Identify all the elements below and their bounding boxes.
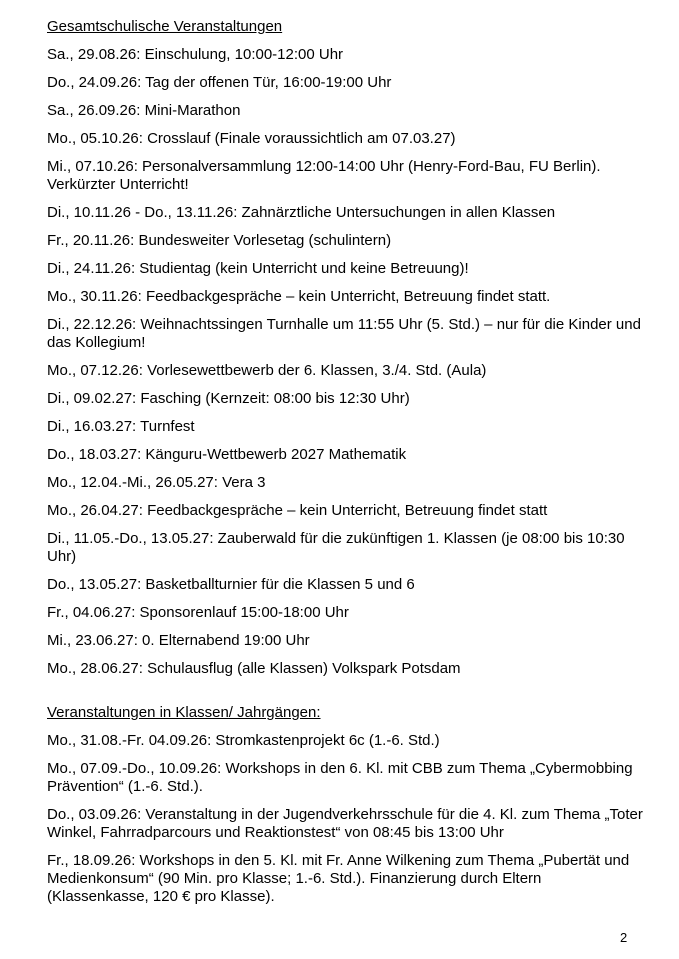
- event-entry: Mo., 30.11.26: Feedbackgespräche – kein Unterricht, Betreuung findet statt.: [47, 288, 551, 305]
- event-entry: Di., 11.05.-Do., 13.05.27: Zauberwald für die zukünftigen 1. Klassen (je 08:00 bis 10:30 Uhr): [47, 530, 625, 565]
- event-entry: Do., 18.03.27: Känguru-Wettbewerb 2027 Mathematik: [47, 446, 407, 463]
- document-page: [47, 18, 647, 916]
- event-entry: Mi., 23.06.27: 0. Elternabend 19:00 Uhr: [47, 632, 310, 649]
- event-entry: Mo., 26.04.27: Feedbackgespräche – kein Unterricht, Betreuung findet statt: [47, 502, 548, 519]
- event-entry: Mi., 07.10.26: Personalversammlung 12:00-14:00 Uhr (Henry-Ford-Bau, FU Berlin). Verkürzter Unterricht!: [47, 158, 601, 193]
- event-entry: Mo., 28.06.27: Schulausflug (alle Klassen) Volkspark Potsdam: [47, 660, 461, 677]
- event-entry: Di., 10.11.26 - Do., 13.11.26: Zahnärztliche Untersuchungen in allen Klassen: [47, 204, 556, 221]
- section-heading-school-events: Gesamtschulische Veranstaltungen: [47, 18, 283, 35]
- class-event-entry: Fr., 18.09.26: Workshops in den 5. Kl. mit Fr. Anne Wilkening zum Thema „Pubertät und Medienkonsum“ (90 Min. pro Klasse; 1.-6. Std.). Finanzierung durch Eltern (Klassenkasse, 120 € pro Klasse).: [47, 852, 630, 905]
- event-entry: Sa., 29.08.26: Einschulung, 10:00-12:00 Uhr: [47, 46, 344, 63]
- event-entry: Do., 13.05.27: Basketballturnier für die Klassen 5 und 6: [47, 576, 415, 593]
- event-entry: Fr., 20.11.26: Bundesweiter Vorlesetag (schulintern): [47, 232, 392, 249]
- class-event-entry: Do., 03.09.26: Veranstaltung in der Jugendverkehrsschule für die 4. Kl. zum Thema „Toter Winkel, Fahrradparcours und Reaktionstest“ von 08:45 bis 13:00 Uhr: [47, 806, 643, 841]
- event-entry: Sa., 26.09.26: Mini-Marathon: [47, 102, 241, 119]
- page-number: 2: [620, 930, 628, 945]
- event-entry: Di., 09.02.27: Fasching (Kernzeit: 08:00 bis 12:30 Uhr): [47, 390, 410, 407]
- event-entry: Fr., 04.06.27: Sponsorenlauf 15:00-18:00 Uhr: [47, 604, 349, 621]
- event-entry: Di., 22.12.26: Weihnachtssingen Turnhalle um 11:55 Uhr (5. Std.) – nur für die Kinder und das Kollegium!: [47, 316, 641, 351]
- event-entry: Di., 24.11.26: Studientag (kein Unterricht und keine Betreuung)!: [47, 260, 469, 277]
- event-entry: Di., 16.03.27: Turnfest: [47, 418, 195, 435]
- class-event-entry: Mo., 07.09.-Do., 10.09.26: Workshops in den 6. Kl. mit CBB zum Thema „Cybermobbing Prävention“ (1.-6. Std.).: [47, 760, 633, 795]
- event-entry: Do., 24.09.26: Tag der offenen Tür, 16:00-19:00 Uhr: [47, 74, 392, 91]
- event-entry: Mo., 12.04.-Mi., 26.05.27: Vera 3: [47, 474, 266, 491]
- event-entry: Mo., 07.12.26: Vorlesewettbewerb der 6. Klassen, 3./4. Std. (Aula): [47, 362, 487, 379]
- class-event-entry: Mo., 31.08.-Fr. 04.09.26: Stromkastenprojekt 6c (1.-6. Std.): [47, 732, 440, 749]
- event-entry: Mo., 05.10.26: Crosslauf (Finale voraussichtlich am 07.03.27): [47, 130, 456, 147]
- section-heading-class-events: Veranstaltungen in Klassen/ Jahrgängen:: [47, 704, 321, 721]
